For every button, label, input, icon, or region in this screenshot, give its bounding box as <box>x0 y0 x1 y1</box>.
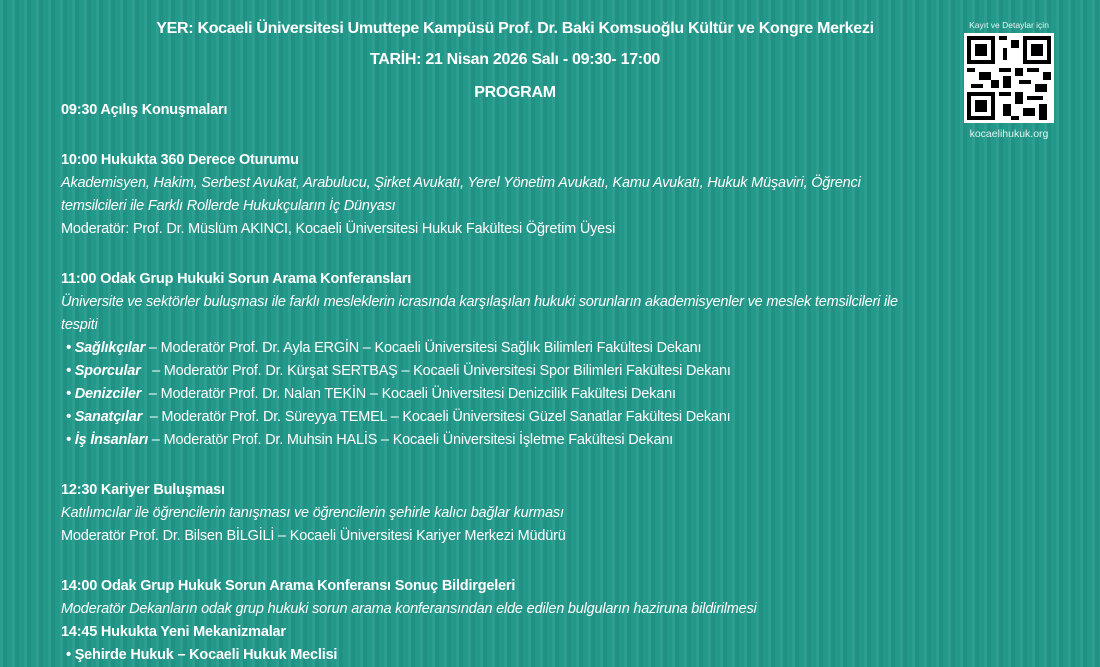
group-moderator: – Moderatör Prof. Dr. Ayla ERGİN – Kocaeli Üniversitesi Sağlık Bilimleri Fakültesi Dekanı <box>145 340 702 356</box>
website-link[interactable]: kocaelihukuk.org <box>969 128 1049 140</box>
qr-caption: Kayıt ve Detaylar için <box>969 20 1049 30</box>
session-description: temsilcileri ile Farklı Rollerde Hukukçuların İç Dünyası <box>61 198 396 214</box>
group-moderator: – Moderatör Prof. Dr. Nalan TEKİN – Kocaeli Üniversitesi Denizcilik Fakültesi Dekanı <box>141 386 676 402</box>
session-description: Katılımcılar ile öğrencilerin tanışması ve öğrencilerin şehirle kalıcı bağlar kurması <box>61 505 564 521</box>
venue-line: YER: Kocaeli Üniversitesi Umuttepe Kampüsü Prof. Dr. Baki Komsuoğlu Kültür ve Kongre Merkezi <box>156 20 874 37</box>
session-description: Moderatör Dekanların odak grup hukuki sorun arama konferansından elde edilen bulguların haziruna bildirilmesi <box>61 601 757 617</box>
group-moderator: – Moderatör Prof. Dr. Kürşat SERTBAŞ – Kocaeli Üniversitesi Spor Bilimleri Fakültesi Dekanı <box>140 363 731 379</box>
focus-group-item <box>61 429 1081 452</box>
session-title: 14:00 Odak Grup Hukuk Sorun Arama Konferansı Sonuç Bildirgeleri <box>61 578 516 594</box>
date-line: TARİH: 21 Nisan 2026 Salı - 09:30- 17:00 <box>369 51 661 68</box>
group-name: • Sporcular <box>66 363 141 379</box>
session-title: 11:00 Odak Grup Hukuki Sorun Arama Konferansları <box>61 271 412 287</box>
focus-group-item <box>61 360 1081 383</box>
program-list <box>61 99 1081 667</box>
focus-group-item <box>61 406 1081 429</box>
session-title: 14:45 Hukukta Yeni Mekanizmalar <box>61 624 286 640</box>
group-name: • Denizciler <box>66 386 142 402</box>
session-moderator: Moderatör Prof. Dr. Bilsen BİLGİLİ – Kocaeli Üniversitesi Kariyer Merkezi Müdürü <box>61 528 566 544</box>
group-name: • Sağlıkçılar <box>66 340 146 356</box>
group-moderator: – Moderatör Prof. Dr. Muhsin HALİS – Kocaeli Üniversitesi İşletme Fakültesi Dekanı <box>148 432 674 448</box>
session-description: Akademisyen, Hakim, Serbest Avukat, Arabulucu, Şirket Avukatı, Yerel Yönetim Avukatı, Kamu Avukatı, Hukuk Müşaviri, Öğrenci <box>61 175 861 191</box>
program-heading: PROGRAM <box>474 84 556 101</box>
focus-group-item <box>61 383 1081 406</box>
session-title: 10:00 Hukukta 360 Derece Oturumu <box>61 152 299 168</box>
session-title: 09:30 Açılış Konuşmaları <box>61 102 228 118</box>
focus-group-item <box>61 337 1081 360</box>
session-moderator: Moderatör: Prof. Dr. Müslüm AKINCI, Kocaeli Üniversitesi Hukuk Fakültesi Öğretim Üyesi <box>61 221 616 237</box>
session-title: 12:30 Kariyer Buluşması <box>61 482 225 498</box>
group-name: • Sanatçılar <box>66 409 143 425</box>
mechanism-item: • Şehirde Hukuk – Kocaeli Hukuk Meclisi <box>66 647 338 663</box>
group-name: • İş İnsanları <box>66 432 149 448</box>
group-moderator: – Moderatör Prof. Dr. Süreyya TEMEL – Kocaeli Üniversitesi Güzel Sanatlar Fakültesi Dekanı <box>142 409 731 425</box>
session-description: Üniversite ve sektörler buluşması ile farklı mesleklerin icrasında karşılaşılan hukuki sorunların akademisyenler ve meslek temsilcileri ile <box>61 294 898 310</box>
session-description: tespiti <box>61 317 98 333</box>
